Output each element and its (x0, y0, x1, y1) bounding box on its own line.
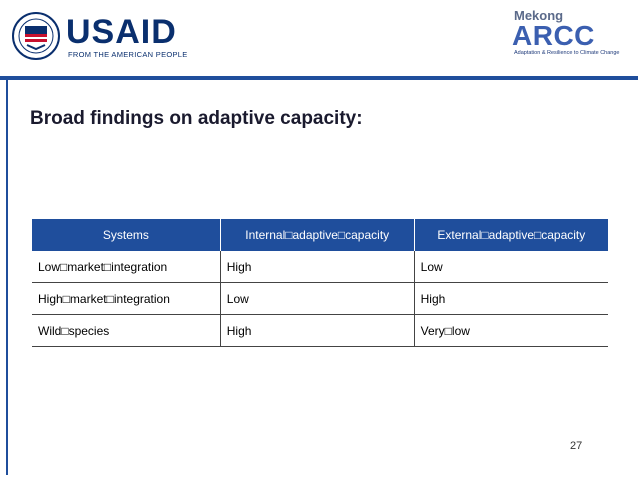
page-number: 27 (570, 440, 583, 452)
table-cell: Very□low (414, 315, 608, 347)
usaid-seal-icon (12, 12, 60, 60)
table-cell: High (220, 251, 414, 283)
slide-title: Broad findings on adaptive capacity: (30, 108, 363, 129)
findings-table (32, 219, 608, 347)
usaid-tagline: FROM THE AMERICAN PEOPLE (68, 50, 188, 59)
left-accent-bar (6, 80, 8, 475)
arcc-wordmark: ARCC (512, 20, 595, 51)
arcc-tagline: Adaptation & Resilience to Climate Change (514, 50, 620, 56)
column-header: Systems (32, 219, 220, 251)
table-row (32, 251, 608, 283)
arcc-mekong-text: Mekong (514, 8, 564, 23)
mekong-arcc-logo (508, 8, 626, 64)
usaid-logo (12, 12, 192, 64)
table-cell: Low (220, 283, 414, 315)
usaid-wordmark: USAID (66, 13, 177, 51)
table-cell: High (220, 315, 414, 347)
table-cell: Wild□species (32, 315, 220, 347)
table-header-row (32, 219, 608, 251)
column-header: Internal□adaptive□capacity (220, 219, 414, 251)
column-header: External□adaptive□capacity (414, 219, 608, 251)
table-cell: Low (414, 251, 608, 283)
table-row (32, 315, 608, 347)
table-cell: High□market□integration (32, 283, 220, 315)
table-cell: High (414, 283, 608, 315)
header-divider (0, 76, 638, 80)
slide-header (0, 0, 638, 72)
table-row (32, 283, 608, 315)
table-cell: Low□market□integration (32, 251, 220, 283)
